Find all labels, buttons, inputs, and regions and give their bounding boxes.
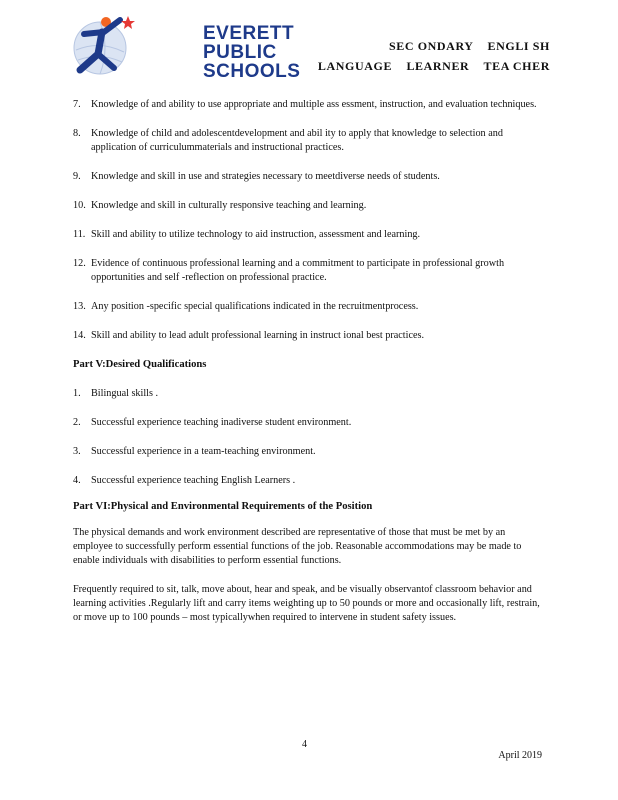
section-heading-part6: Part VI:Physical and Environmental Requirements of the Position — [73, 501, 373, 512]
revision-date: April 2019 — [498, 750, 542, 761]
paragraph-frequent-requirements: Frequently required to sit, talk, move about, hear and speak, and be visually observantof classroom behavior and learning activities .Regularly lift and carry items weighting up to 50 pounds or more and occasionally lift, restrain, or move up to 100 pounds – most typicallywhen required to intervene in student safety issues. — [73, 584, 540, 623]
item-number: 1. — [73, 388, 81, 399]
item-number: 2. — [73, 417, 81, 428]
title-line-2: LANGUAGE LEARNER TEA CHER — [317, 59, 550, 73]
logo-line: PUBLIC — [203, 42, 277, 63]
item-number: 7. — [73, 99, 81, 110]
logo-line: SCHOOLS — [203, 61, 301, 82]
page-number: 4 — [302, 739, 307, 750]
item-text: Successful experience teaching inadiverse student environment. — [91, 417, 352, 428]
item-text: Skill and ability to utilize technology to aid instruction, assessment and learning. — [91, 229, 421, 240]
item-text: Evidence of continuous professional learning and a commitment to participate in professional growth opportunities and self -reflection on professional practice. — [91, 258, 505, 283]
item-text: Any position -specific special qualifications indicated in the recruitmentprocess. — [91, 301, 419, 312]
item-number: 13. — [73, 301, 86, 312]
item-number: 8. — [73, 128, 81, 139]
district-logo — [70, 12, 301, 82]
list-item — [73, 257, 547, 285]
list-item — [73, 445, 547, 459]
item-text: Knowledge and skill in culturally responsive teaching and learning. — [91, 200, 367, 211]
document-body — [73, 98, 547, 625]
item-text: Knowledge of child and adolescentdevelopment and abil ity to apply that knowledge to selection and application of curriculummaterials and instructional practices. — [91, 128, 503, 153]
list-item — [73, 329, 547, 343]
list-item — [73, 127, 547, 155]
list-item — [73, 474, 547, 488]
list-item — [73, 98, 547, 112]
item-number: 4. — [73, 475, 81, 486]
item-text: Successful experience teaching English Learners . — [91, 475, 296, 486]
item-number: 10. — [73, 200, 86, 211]
document-title — [318, 36, 550, 76]
list-item — [73, 199, 547, 213]
paragraph-physical-demands: The physical demands and work environment described are representative of those that must be met by an employee to successfully perform essential functions of the job. Reasonable accommodations may be made to enable individuals with disabilities to perform essential functions. — [73, 527, 522, 566]
list-item — [73, 300, 547, 314]
item-text: Knowledge and skill in use and strategies necessary to meetdiverse needs of students. — [91, 171, 440, 182]
item-number: 11. — [73, 229, 86, 240]
item-number: 12. — [73, 258, 86, 269]
item-text: Skill and ability to lead adult professional learning in instruct ional best practices. — [91, 330, 424, 341]
item-text: Bilingual skills . — [91, 388, 159, 399]
list-item — [73, 387, 547, 401]
section-heading-part5: Part V:Desired Qualifications — [73, 359, 207, 370]
logo-line: EVERETT — [203, 23, 295, 44]
list-item — [73, 416, 547, 430]
item-number: 3. — [73, 446, 81, 457]
item-number: 14. — [73, 330, 86, 341]
list-item — [73, 228, 547, 242]
item-text: Successful experience in a team-teaching environment. — [91, 446, 316, 457]
list-item — [73, 170, 547, 184]
item-number: 9. — [73, 171, 81, 182]
logo-wordmark — [203, 24, 300, 81]
globe-figure-icon — [70, 12, 140, 78]
item-text: Knowledge of and ability to use appropriate and multiple ass essment, instruction, and evaluation techniques. — [91, 99, 537, 110]
title-line-1: SEC ONDARY ENGLI SH — [388, 39, 550, 53]
